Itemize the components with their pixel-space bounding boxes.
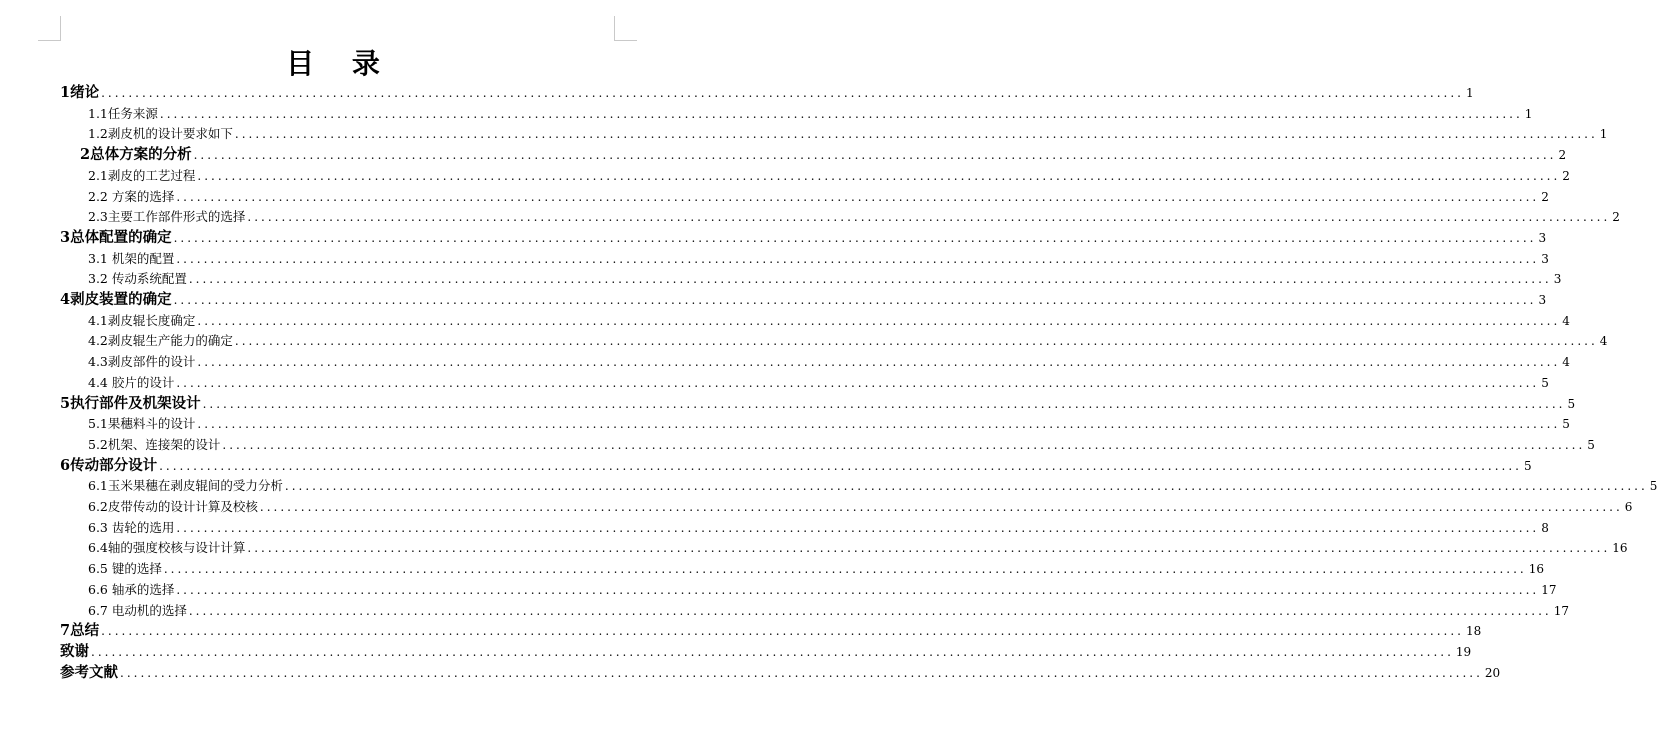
crop-mark-left-vertical <box>60 16 61 40</box>
toc-page-number: 4 <box>1562 355 1570 370</box>
toc-entry-title: 致谢 <box>60 642 89 660</box>
toc-entry-title: 2.3主要工作部件形式的选择 <box>88 209 246 225</box>
toc-section-entry[interactable] <box>60 537 1628 557</box>
toc-section-entry[interactable] <box>60 558 1545 578</box>
toc-page-number: 3 <box>1538 293 1547 307</box>
toc-dot-leader: ........................................................................................................................................................................................................ <box>101 86 1464 100</box>
toc-dot-leader: ........................................................................................................................................................................................................ <box>197 417 1561 432</box>
toc-entry-title: 4剥皮装置的确定 <box>60 291 172 308</box>
toc-entry-title: 4.2剥皮辊生产能力的确定 <box>88 333 233 349</box>
crop-mark-right-vertical <box>614 16 615 40</box>
toc-section-entry[interactable] <box>60 310 1570 330</box>
toc-dot-leader: ........................................................................................................................................................................................................ <box>202 396 1566 411</box>
toc-page-number: 8 <box>1541 520 1549 535</box>
toc-page-number: 3 <box>1541 251 1549 266</box>
toc-entry-title: 5.1果穗料斗的设计 <box>88 416 196 432</box>
toc-page-number: 1 <box>1465 86 1474 100</box>
toc-section-entry[interactable] <box>60 330 1608 350</box>
toc-page-number: 17 <box>1553 603 1570 618</box>
toc-entry-title: 3总体配置的确定 <box>60 228 172 246</box>
toc-page-number: 18 <box>1465 624 1482 639</box>
toc-dot-leader: ........................................................................................................................................................................................................ <box>176 520 1540 535</box>
toc-entry-title: 6.7 电动机的选择 <box>88 602 187 618</box>
toc-entry-title: 3.1 机架的配置 <box>88 250 175 266</box>
toc-page-number: 17 <box>1541 582 1557 597</box>
toc-page-number: 2 <box>1541 189 1549 204</box>
toc-page-number: 5 <box>1523 458 1532 473</box>
toc-section-entry[interactable] <box>60 413 1570 433</box>
toc-entry-title: 6传动部分设计 <box>60 456 158 474</box>
toc-page-number: 6 <box>1624 500 1633 514</box>
toc-dot-leader: ........................................................................................................................................................................................................ <box>176 189 1540 204</box>
toc-section-entry[interactable] <box>60 206 1620 226</box>
toc-page-number: 5 <box>1649 479 1657 494</box>
toc-dot-leader: ........................................................................................................................................................................................................ <box>234 334 1598 349</box>
toc-dot-leader: ........................................................................................................................................................................................................ <box>188 272 1552 287</box>
page-title: 目 录 <box>286 47 394 80</box>
toc-chapter-entry[interactable] <box>60 455 1532 475</box>
toc-dot-leader: ........................................................................................................................................................................................................ <box>197 313 1561 328</box>
toc-dot-leader: ........................................................................................................................................................................................................ <box>222 437 1586 452</box>
toc-page-number: 4 <box>1562 313 1570 328</box>
toc-dot-leader: ........................................................................................................................................................................................................ <box>173 230 1537 245</box>
crop-mark-left-horizontal <box>38 40 61 41</box>
crop-mark-right-horizontal <box>614 40 637 41</box>
toc-chapter-entry[interactable] <box>60 82 1474 102</box>
toc-page-number: 1 <box>1599 127 1608 142</box>
toc-chapter-entry[interactable] <box>60 393 1576 413</box>
toc-section-entry[interactable] <box>60 475 1657 495</box>
toc-entry-title: 1.2剥皮机的设计要求如下 <box>88 126 233 142</box>
toc-section-entry[interactable] <box>60 434 1595 454</box>
toc-entry-title: 3.2 传动系统配置 <box>88 271 187 287</box>
toc-dot-leader: ........................................................................................................................................................................................................ <box>101 624 1464 639</box>
toc-dot-leader: ........................................................................................................................................................................................................ <box>197 355 1561 370</box>
toc-section-entry[interactable] <box>60 165 1570 185</box>
toc-page-number: 2 <box>1612 210 1620 225</box>
toc-entry-title: 6.1玉米果穗在剥皮辊间的受力分析 <box>88 478 283 494</box>
toc-dot-leader: ........................................................................................................................................................................................................ <box>159 106 1523 121</box>
toc-entry-title: 4.4 胶片的设计 <box>88 374 175 390</box>
toc-entry-title: 1绪论 <box>60 84 100 101</box>
toc-page-number: 16 <box>1612 541 1628 556</box>
toc-entry-title: 2.1剥皮的工艺过程 <box>88 167 196 183</box>
toc-entry-title: 1.1任务来源 <box>88 105 158 121</box>
toc-dot-leader: ........................................................................................................................................................................................................ <box>259 500 1623 514</box>
toc-page-number: 4 <box>1599 334 1608 349</box>
toc-dot-leader: ........................................................................................................................................................................................................ <box>176 251 1540 266</box>
toc-dot-leader: ........................................................................................................................................................................................................ <box>173 293 1537 307</box>
toc-section-entry[interactable] <box>60 123 1608 143</box>
toc-dot-leader: ........................................................................................................................................................................................................ <box>284 479 1648 494</box>
toc-entry-title: 4.3剥皮部件的设计 <box>88 354 196 370</box>
toc-chapter-entry[interactable] <box>60 641 1472 661</box>
toc-entry-title: 7总结 <box>60 622 100 640</box>
toc-page-number: 5 <box>1541 375 1549 390</box>
toc-entry-title: 6.5 键的选择 <box>88 561 162 577</box>
toc-page-number: 20 <box>1484 665 1501 680</box>
toc-entry-title: 6.4轴的强度校核与设计计算 <box>88 540 246 556</box>
toc-page-number: 1 <box>1524 106 1533 121</box>
toc-page-number: 5 <box>1562 417 1570 432</box>
toc-dot-leader: ........................................................................................................................................................................................................ <box>193 148 1557 163</box>
toc-section-entry[interactable] <box>60 579 1557 599</box>
toc-dot-leader: ........................................................................................................................................................................................................ <box>188 603 1552 618</box>
toc-page-number: 5 <box>1567 396 1576 411</box>
toc-dot-leader: ........................................................................................................................................................................................................ <box>163 562 1527 577</box>
toc-dot-leader: ........................................................................................................................................................................................................ <box>247 541 1611 556</box>
toc-section-entry[interactable] <box>60 186 1549 206</box>
toc-dot-leader: ........................................................................................................................................................................................................ <box>176 582 1540 597</box>
toc-page-number: 16 <box>1528 562 1545 577</box>
toc-page-number: 3 <box>1538 230 1547 245</box>
toc-entry-title: 5执行部件及机架设计 <box>60 394 201 412</box>
toc-entry-title: 4.1剥皮辊长度确定 <box>88 312 196 328</box>
toc-entry-title: 2.2 方案的选择 <box>88 188 175 204</box>
toc-page-number: 2 <box>1558 148 1567 163</box>
toc-section-entry[interactable] <box>60 351 1570 371</box>
toc-section-entry[interactable] <box>60 372 1549 392</box>
toc-entry-title: 6.3 齿轮的选用 <box>88 519 175 535</box>
toc-dot-leader: ........................................................................................................................................................................................................ <box>91 644 1454 659</box>
toc-dot-leader: ........................................................................................................................................................................................................ <box>247 210 1611 225</box>
toc-section-entry[interactable] <box>60 103 1533 123</box>
toc-section-entry[interactable] <box>60 517 1549 537</box>
toc-section-entry[interactable] <box>60 268 1562 288</box>
toc-entry-title: 6.2皮带传动的设计计算及校核 <box>88 499 258 514</box>
toc-section-entry[interactable] <box>60 600 1570 620</box>
toc-entry-title: 参考文献 <box>60 663 118 681</box>
toc-chapter-entry[interactable] <box>60 662 1501 682</box>
toc-page-number: 5 <box>1587 437 1595 452</box>
toc-dot-leader: ........................................................................................................................................................................................................ <box>234 127 1598 142</box>
toc-dot-leader: ........................................................................................................................................................................................................ <box>176 375 1540 390</box>
toc-section-entry[interactable] <box>60 248 1549 268</box>
toc-entry-title: 5.2机架、连接架的设计 <box>88 436 221 452</box>
toc-page-number: 2 <box>1562 168 1570 183</box>
toc-section-entry[interactable] <box>60 496 1633 516</box>
toc-dot-leader: ........................................................................................................................................................................................................ <box>197 168 1561 183</box>
toc-dot-leader: ........................................................................................................................................................................................................ <box>159 458 1522 473</box>
toc-dot-leader: ........................................................................................................................................................................................................ <box>120 665 1483 680</box>
toc-chapter-entry[interactable] <box>60 620 1482 640</box>
toc-page-number: 19 <box>1455 644 1472 659</box>
toc-chapter-entry[interactable] <box>60 227 1547 247</box>
toc-chapter-entry[interactable] <box>60 289 1547 309</box>
toc-entry-title: 2总体方案的分析 <box>80 146 192 164</box>
toc-entry-title: 6.6 轴承的选择 <box>88 581 175 597</box>
toc-chapter-entry[interactable] <box>60 144 1567 164</box>
toc-page-number: 3 <box>1553 272 1562 287</box>
